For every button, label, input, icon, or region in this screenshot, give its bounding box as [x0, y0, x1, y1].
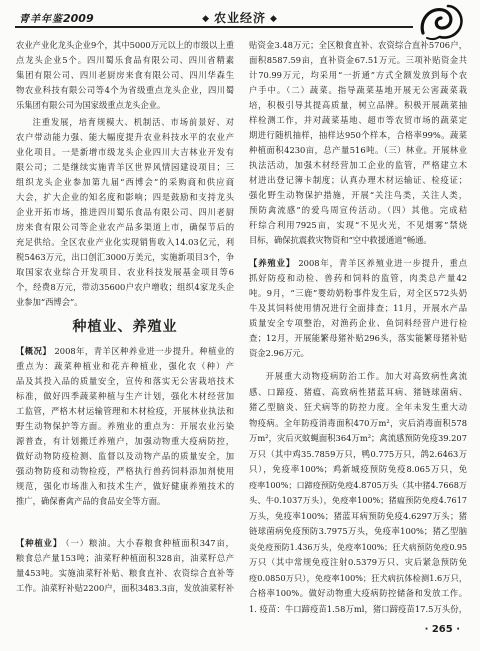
text-line: 乐集团有限公司为国家级重点龙头企业。	[16, 100, 166, 110]
text-line: 业化项目。一是新增市级龙头企业四川大吉林业开发有	[16, 147, 234, 157]
text-line: 万只（其中常规免疫注射0.5379万只、灾后紧急预防免	[249, 557, 467, 567]
text-line: 规范，强化市场准入和技术生产，做好健康养殖技术的	[16, 481, 234, 491]
text-line: 万m²，灾后灭蚊蝇面积364万m²；禽流感预防免疫39.207	[249, 433, 467, 443]
text-line: 只），免疫率100%；鸡新城疫预防免疫8.065万只，免	[249, 464, 467, 474]
text-line: 猪乙型脑炎、狂犬病等的防控力度。全年未发生重大动	[249, 402, 467, 412]
text-line: 面积8587.59亩，直补资金67.51万元。三项补贴资金共	[249, 55, 467, 65]
text-run: 2008年，青羊区种养业进一步提升。种植业的	[54, 346, 234, 356]
text-line: 预防禽流感”的爱鸟周宣传活动。（四）其他。完成秸	[249, 205, 467, 215]
paragraph-leading-enterprises	[16, 38, 234, 113]
left-column	[16, 0, 234, 651]
text-line: 品及其投入品的质量安全，宣传和落实无公害栽培技术	[16, 376, 234, 386]
text-run: （一）粮油。大小春粮食种植面积347亩，	[65, 538, 234, 548]
section-heading: 种植业、养殖业	[72, 319, 178, 335]
text-line: 强动物防疫和动物检疫，严格执行兽药饲料添加剂使用	[16, 466, 234, 476]
text-line	[16, 344, 234, 359]
text-line: 户手中。（二）蔬菜。指导蔬菜基地开展无公害蔬菜栽	[249, 85, 467, 95]
paragraph-tag: 【概况】	[16, 346, 52, 356]
paragraph-tag: 【养殖业】	[249, 258, 296, 268]
text-line: 做好动物防疫检测、监督以及动物产品的质量安全，加	[16, 451, 234, 461]
text-line: 粮食总产量153吨；油菜籽种植面积328亩，油菜籽总产	[16, 553, 234, 563]
text-line: 点龙头企业5个。四川蜀乐食品有限公司、四川省精素	[16, 55, 234, 65]
text-line: 查；12月，开展能繁母猪补贴296头，落实能繁母猪补贴	[249, 333, 467, 343]
text-line: 大会，扩大企业的知名度和影响；四是鼓励和支持龙头	[16, 192, 234, 202]
paragraph-tag: 【种植业】	[16, 538, 63, 548]
text-line: 感、口蹄疫、猪瘟、高致病性猪蓝耳病、猪链球菌病、	[249, 386, 467, 397]
paragraph-overview	[16, 344, 234, 509]
text-line: 注重发展，培育规模大、机制活、市场前景好、对	[32, 117, 234, 127]
text-line: 期进行随机抽样，抽样达950个样本，合格率99%。蔬菜	[249, 130, 467, 140]
text-line: 充足供给。全区农业产业化实现销售收入14.03亿元，利	[16, 237, 234, 247]
text-line: 头、牛0.1037万头），免疫率100%；猪瘟预防免疫4.7617	[249, 495, 467, 505]
paragraph-disease-control	[249, 369, 467, 617]
text-line: 推广，确保畜禽产品的食品安全等方面。	[16, 496, 166, 506]
text-line: 物农业科技有限公司等4个为省级重点龙头企业，四川蜀	[16, 85, 234, 95]
text-line: 质量安全专项整治，对渔药企业、鱼饲料经营户进行检	[249, 318, 467, 328]
text-line: 强化野生动物保护措施，开展“关注鸟类，关注人类，	[249, 190, 467, 200]
text-line: 量453吨。实施油菜籽补贴、粮食直补、农资综合直补等	[16, 568, 234, 578]
text-line: 房来食有限公司等企业农产品多渠道上市，确保节后的	[16, 222, 234, 232]
paragraph-industrialization	[16, 115, 234, 310]
text-line: 材进出登记簿卡制度；认真办理木材运输证、检疫证；	[249, 175, 467, 185]
text-line: 开展重大动物疫病防治工作。加大对高致病性禽流	[265, 371, 467, 381]
text-line: 疫0.0850万只），免疫率100%；狂犬病抗体检测1.6万只，	[249, 572, 467, 583]
yearbook-name: 青羊年鉴	[19, 14, 63, 25]
text-line: 重点为：蔬菜种植业和花卉种植业，强化农（种）产	[16, 361, 234, 371]
text-line: 秆综合利用7925亩，实现“不见火光，不见烟雾”禁烧	[249, 220, 467, 230]
text-line: 合格率100%。做好动物重大疫病防控储备和发放工作。	[249, 588, 467, 598]
page-number: · 265 ·	[424, 624, 460, 635]
text-line: 限公司；二是继续实施青羊区世界风情园建设项目；三	[16, 162, 234, 172]
text-line	[16, 536, 234, 551]
text-line: 链球菌病免疫预防3.7975万头，免疫率100%；猪乙型脑	[249, 526, 467, 536]
text-line: 工监管，严格木材运输管理和木材检疫，开展林业执法和	[16, 406, 234, 416]
text-run: 2008年，青羊区养殖业进一步提升，重点	[298, 258, 467, 268]
text-line: 计70.99万元，均采用“一折通”方式全额发放到每个农	[249, 70, 467, 80]
text-line: 万头，免疫率100%；猪蓝耳病预防免疫4.6297万头；猪	[249, 510, 467, 521]
text-line: 物疫病。全年防疫消毒面积470万m²，灾后消毒面积578	[249, 417, 467, 428]
text-line: 种植面积4230亩，总产量516吨。（三）林业。开展林业	[249, 145, 467, 155]
text-line: 农业产业化龙头企业9个，其中5000万元以上的市级以上重	[16, 40, 234, 50]
section-title-text: 农业经济	[213, 11, 266, 25]
text-line: 农户带动能力强、能大幅度提升农业科技水平的农业产	[16, 132, 234, 142]
text-line: 执法活动，加强木材经营加工企业的监管，严格建立木	[249, 160, 467, 170]
text-line: 贴资金3.48万元；全区粮食直补、农资综合直补5706户，	[249, 40, 467, 50]
text-line: 万只（其中鸡35.7859万只，鸭0.775万只，鸽2.6463万	[249, 448, 467, 459]
right-column	[249, 0, 467, 651]
text-line: 企业开拓市场，推进四川蜀乐食品有限公司、四川老厨	[16, 207, 234, 217]
text-line: 培，积极引导其提高质量，树立品牌。积极开展蔬菜抽	[249, 100, 467, 110]
text-line: 个，经费8万元，带动35600户农户增收；组织4家龙头企	[16, 282, 234, 292]
text-line: 组织龙头企业参加第九届“西博会”的采购商和供应商	[16, 177, 234, 187]
diamond-ornament-right-icon: ◆	[270, 14, 278, 24]
text-line: 疫率100%；口蹄疫预防免疫4.8705万头（其中猪4.7668万	[249, 479, 467, 490]
text-line: 抓好防疫和动检、兽药和饲料的监管，肉类总产量42	[249, 273, 467, 283]
text-line: 目标，确保抗震救灾物资和“空中救援通道”畅通。	[249, 235, 432, 245]
text-line: 税5463万元，出口创汇3000万美元，实施新项目3个，争	[16, 252, 234, 262]
text-line	[249, 256, 467, 271]
text-line: 炎免疫预防1.436万头，免疫率100%；狂犬病预防免疫0.95	[249, 542, 467, 552]
text-line: 野生动物保护等方面。养殖业的重点为：开展农业污染	[16, 421, 234, 431]
text-line: 源普查，有计划搬迁养殖户，加强动物重大疫病防控，	[16, 436, 234, 446]
text-line: 工作。油菜籽补贴2200户，面积3483.3亩，发放油菜籽补	[16, 583, 234, 593]
paragraph-planting-continued	[249, 38, 467, 248]
text-line: 样检测工作，并对蔬菜基地、超市等农贸市场的蔬菜定	[249, 115, 467, 125]
text-line: 集团有限公司、四川老厨房来食有限公司、四川华森生	[16, 70, 234, 80]
yearbook-year: 2009	[63, 12, 94, 25]
paragraph-breeding	[249, 256, 467, 361]
text-line: 牛及其饲料使用情况进行全面排查；11月，开展水产品	[249, 303, 467, 313]
diamond-ornament-left-icon: ◆	[202, 14, 210, 24]
text-line: 标准，做好四季蔬菜种植与生产计划，强化木材经营加	[16, 391, 234, 401]
text-line: 吨。9月，“三鹿”婴幼奶粉事件发生后，对全区572头奶	[249, 288, 467, 298]
text-line: 1. 疫苗：牛口蹄疫苗1.58万ml，猪口蹄疫苗17.5万头份，	[249, 603, 467, 614]
text-line: 取国家农业综合开发项目、农业科技发展基金项目等6	[16, 267, 234, 277]
paragraph-planting	[16, 536, 234, 596]
text-line: 业参加“西博会”。	[16, 297, 83, 307]
text-line: 资金2.96万元。	[249, 348, 309, 358]
